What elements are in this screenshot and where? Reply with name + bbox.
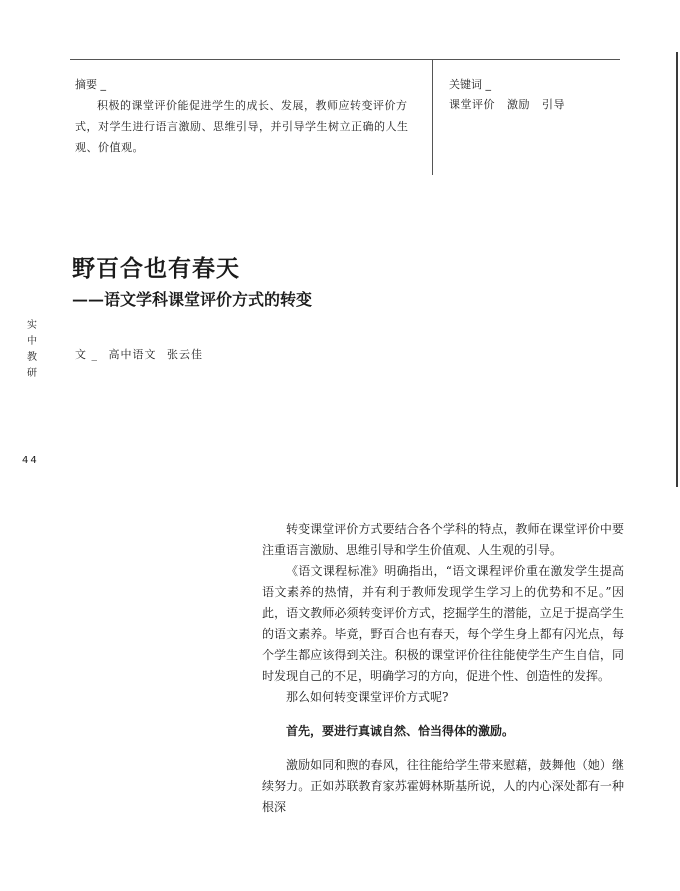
byline: [75, 346, 209, 362]
abstract-text: 积极的课堂评价能促进学生的成长、发展，教师应转变评价方式，对学生进行语言激励、思维引导，并引导学生树立正确的人生观、价值观。: [75, 99, 409, 154]
article-title: 野百合也有春天: [72, 255, 240, 282]
article-paragraph: 《语文课程标准》明确指出，“语文课程评价重在激发学生提高语文素养的热情，并有利于教师发现学生学习上的优势和不足。”因此，语文教师必须转变评价方式，挖掘学生的潜能，立足于提高学生的语文素养。毕竟，野百合也有春天，每个学生身上都有闪光点，每个学生都应该得到关注。积极的课堂评价往往能使学生产生自信，同时发现自己的不足，明确学习的方向，促进个性、创造性的发挥。: [262, 564, 624, 683]
keyword-item: 引导: [542, 98, 565, 111]
keywords-label: 关键词 _: [449, 78, 491, 91]
sidebar-char: 实: [27, 320, 37, 331]
sidebar-char: 研: [27, 368, 37, 379]
page-edge-bar: [676, 52, 678, 487]
byline-prefix: 文 _: [75, 348, 98, 361]
article-body: [262, 519, 624, 818]
sidebar-char: 中: [27, 336, 37, 347]
article-paragraph: 那么如何转变课堂评价方式呢?: [286, 690, 449, 704]
page-number: 44: [22, 455, 39, 466]
byline-affiliation: 高中语文: [108, 348, 157, 361]
keyword-item: 激励: [507, 98, 530, 111]
sidebar-char: 教: [27, 352, 37, 363]
keywords-list: [449, 96, 619, 112]
keyword-item: 课堂评价: [449, 98, 495, 111]
article-lead-heading: 首先，要进行真诚自然、恰当得体的激励。: [286, 724, 515, 738]
abstract-block: [75, 77, 420, 158]
top-rule: [70, 59, 620, 60]
byline-author: 张云佳: [167, 348, 203, 361]
article-subtitle: ——语文学科课堂评价方式的转变: [72, 290, 313, 309]
abstract-label: 摘要 _: [75, 78, 106, 91]
column-divider: [432, 60, 433, 175]
keywords-block: [449, 77, 619, 112]
article-paragraph: 激励如同和煦的春风，往往能给学生带来慰藉，鼓舞他（她）继续努力。正如苏联教育家苏霍姆林斯基所说，人的内心深处都有一种根深: [262, 758, 624, 814]
section-sidebar: [26, 318, 38, 382]
article-paragraph: 转变课堂评价方式要结合各个学科的特点，教师在课堂评价中要注重语言激励、思维引导和学生价值观、人生观的引导。: [262, 522, 624, 557]
